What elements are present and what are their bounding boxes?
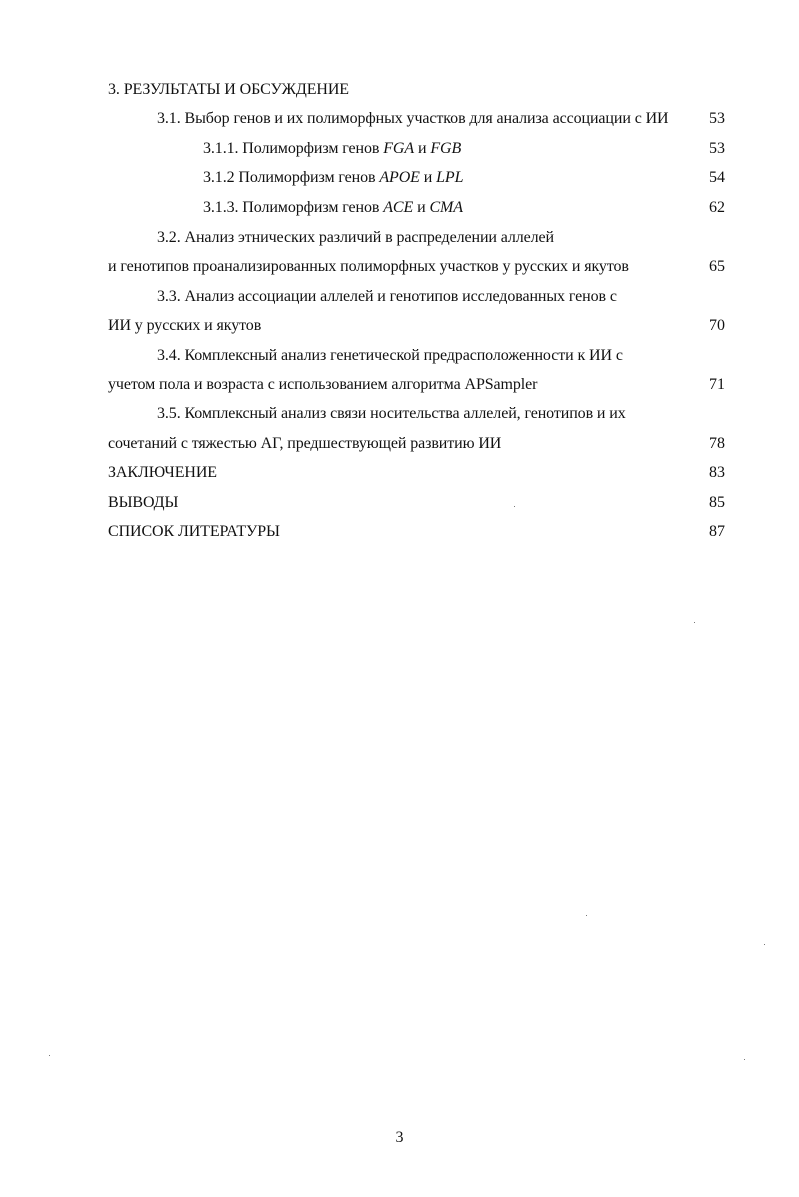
toc-page-3-1: 53 — [709, 110, 725, 127]
gene-lpl: LPL — [436, 169, 464, 186]
scan-speck — [586, 915, 587, 916]
toc-page-3-1-1: 53 — [709, 140, 725, 157]
toc-page-3-1-2: 54 — [709, 169, 725, 186]
scan-speck — [764, 944, 765, 945]
toc-references: СПИСОК ЛИТЕРАТУРЫ — [108, 523, 280, 540]
toc-section-3-4-line2: учетом пола и возраста с использованием алгоритма APSampler — [108, 376, 538, 393]
toc-3-1-3-conj: и — [417, 199, 426, 216]
toc-page-3-1-3: 62 — [709, 199, 725, 216]
toc-3-1-2-conj: и — [423, 169, 433, 186]
toc-section-3-1-2 — [203, 168, 463, 188]
toc-section-3-3-line1: 3.3. Анализ ассоциации аллелей и генотипов исследованных генов с — [157, 288, 617, 305]
toc-section-3-3-line2: ИИ у русских и якутов — [108, 317, 262, 334]
toc-page-conclusion: 83 — [709, 464, 725, 481]
toc-page-3-3: 70 — [709, 317, 725, 334]
scan-speck — [49, 1055, 50, 1056]
page-number: 3 — [395, 1129, 404, 1146]
scan-speck — [694, 622, 695, 623]
toc-section-3-2-line1: 3.2. Анализ этнических различий в распределении аллелей — [157, 229, 555, 246]
toc-page-3-5: 78 — [709, 435, 725, 452]
toc-chapter-3-title: 3. РЕЗУЛЬТАТЫ И ОБСУЖДЕНИЕ — [108, 81, 349, 98]
toc-section-3-1-1 — [203, 139, 461, 159]
gene-fgb: FGB — [430, 140, 462, 157]
toc-page-3-4: 71 — [709, 376, 725, 393]
toc-3-1-3-prefix: 3.1.3. Полиморфизм генов — [203, 199, 380, 216]
toc-3-1-1-prefix: 3.1.1. Полиморфизм генов — [203, 140, 380, 157]
toc-section-3-1: 3.1. Выбор генов и их полиморфных участков для анализа ассоциации с ИИ — [157, 110, 669, 127]
toc-3-1-1-conj: и — [417, 140, 427, 157]
gene-cma: CMA — [429, 199, 463, 216]
toc-page-references: 87 — [709, 523, 725, 540]
toc-section-3-1-3 — [203, 198, 463, 218]
toc-findings: ВЫВОДЫ — [108, 494, 179, 511]
toc-page-3-2: 65 — [709, 258, 725, 275]
toc-section-3-4-line1: 3.4. Комплексный анализ генетической предрасположенности к ИИ с — [157, 347, 623, 364]
toc-3-1-2-prefix: 3.1.2 Полиморфизм генов — [203, 169, 376, 186]
scan-speck — [514, 506, 515, 507]
toc-section-3-5-line2: сочетаний с тяжестью АГ, предшествующей развитию ИИ — [108, 435, 502, 452]
scan-speck — [744, 1059, 745, 1060]
toc-conclusion: ЗАКЛЮЧЕНИЕ — [108, 464, 217, 481]
gene-apoe: APOE — [379, 169, 420, 186]
toc-section-3-2-line2: и генотипов проанализированных полиморфных участков у русских и якутов — [108, 258, 629, 275]
toc-section-3-5-line1: 3.5. Комплексный анализ связи носительства аллелей, генотипов и их — [157, 405, 626, 422]
gene-ace: ACE — [383, 199, 414, 216]
gene-fga: FGA — [383, 140, 415, 157]
toc-page-findings: 85 — [709, 494, 725, 511]
